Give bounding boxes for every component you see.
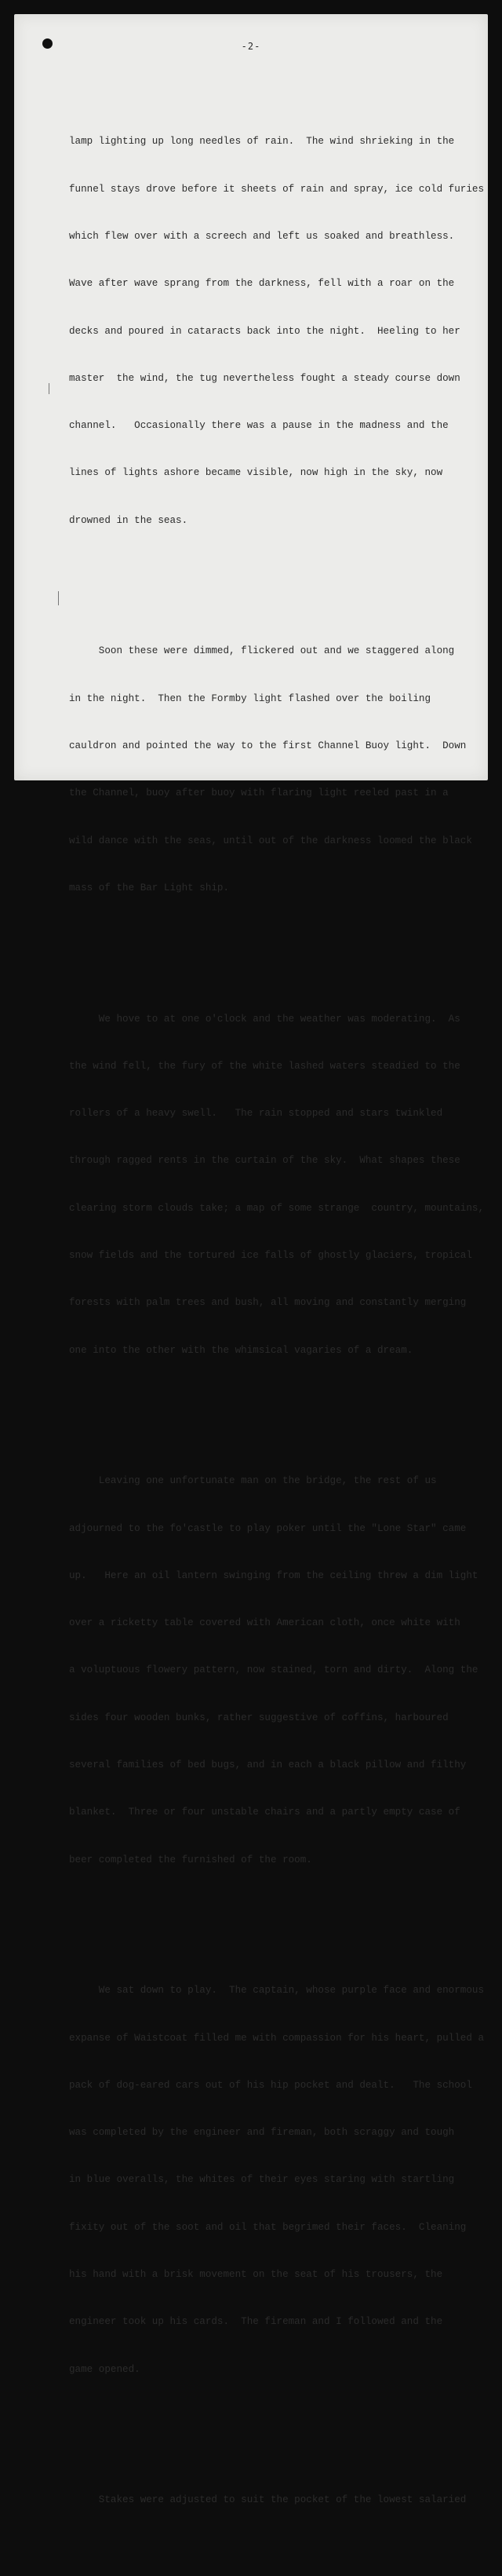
text-line: drowned in the seas. xyxy=(69,514,188,526)
text-line: funnel stays drove before it sheets of rain and spray, ice cold furies xyxy=(69,183,485,195)
text-line: mass of the Bar Light ship. xyxy=(69,882,230,893)
paragraph xyxy=(69,1441,493,1899)
text-line: over a ricketty table covered with American cloth, once white with xyxy=(69,1617,460,1629)
text-line: was completed by the engineer and fireman, both scraggy and tough xyxy=(69,2127,455,2139)
text-line: pack of dog-eared cars out of his hip pocket and dealt. The school xyxy=(69,2079,472,2091)
text-line: We sat down to play. The captain, whose purple face and enormous xyxy=(69,1985,485,1997)
text-line: up. Here an oil lantern swinging from the ceiling threw a dim light xyxy=(69,1569,478,1581)
document-page xyxy=(14,14,488,2506)
paragraph xyxy=(69,612,493,927)
text-line: We hove to at one o'clock and the weather was moderating. As xyxy=(69,1013,460,1025)
text-line: rollers of a heavy swell. The rain stopped and stars twinkled xyxy=(69,1108,443,1120)
body-text xyxy=(69,71,493,2576)
paragraph xyxy=(69,1951,493,2409)
text-line: channel. Occasionally there was a pause in the madness and the xyxy=(69,420,449,432)
text-line: Wave after wave sprang from the darkness, fell with a roar on the xyxy=(69,278,455,290)
text-line: Leaving one unfortunate man on the bridge, the rest of us xyxy=(69,1475,437,1487)
text-line: a voluptuous flowery pattern, now stained, torn and dirty. Along the xyxy=(69,1664,478,1676)
text-line: game opened. xyxy=(69,2363,140,2375)
text-line: in the night. Then the Formby light flashed over the boiling xyxy=(69,692,431,704)
text-line: his hand with a brisk movement on the seat of his trousers, the xyxy=(69,2268,443,2280)
margin-mark xyxy=(58,591,59,605)
text-line: expanse of Waistcoat filled me with compassion for his heart, pulled a xyxy=(69,2032,485,2044)
text-line: engineer took up his cards. The fireman and I followed and the xyxy=(69,2316,443,2328)
text-line: snow fields and the tortured ice falls of ghostly glaciers, tropical xyxy=(69,1249,472,1261)
text-line: fixity out of the soot and oil that begrimed their faces. Cleaning xyxy=(69,2221,467,2233)
text-line: blanket. Three or four unstable chairs and a partly empty case of xyxy=(69,1807,460,1818)
text-line: decks and poured in cataracts back into the night. Heeling to her xyxy=(69,325,460,337)
page-number: -2- xyxy=(241,41,261,52)
text-line: forests with palm trees and bush, all moving and constantly merging xyxy=(69,1297,467,1309)
text-line: adjourned to the fo'castle to play poker until the "Lone Star" came xyxy=(69,1522,467,1534)
text-line: several families of bed bugs, and in each a black pillow and filthy xyxy=(69,1759,467,1770)
text-line: which flew over with a screech and left us soaked and breathless. xyxy=(69,230,455,242)
text-line: sides four wooden bunks, rather suggestive of coffins, harboured xyxy=(69,1712,449,1723)
text-line: Stakes were adjusted to suit the pocket of the lowest salaried xyxy=(69,2494,467,2506)
text-line: Soon these were dimmed, flickered out and we staggered along xyxy=(69,645,455,657)
text-line: clearing storm clouds take; a map of some strange country, mountains, xyxy=(69,1202,485,1214)
text-line: the wind fell, the fury of the white lashed waters steadied to the xyxy=(69,1060,460,1072)
text-line: cauldron and pointed the way to the first Channel Buoy light. Down xyxy=(69,740,467,751)
paragraph xyxy=(69,979,493,1389)
text-line: master the wind, the tug nevertheless fought a steady course down xyxy=(69,372,460,384)
text-line: lamp lighting up long needles of rain. The wind shrieking in the xyxy=(69,136,455,148)
text-line: in blue overalls, the whites of their eyes staring with startling xyxy=(69,2174,455,2186)
text-line: beer completed the furnished of the room. xyxy=(69,1854,312,1865)
text-line: the Channel, buoy after buoy with flaring light reeled past in a xyxy=(69,787,449,799)
paragraph xyxy=(69,102,493,560)
paragraph xyxy=(69,2461,493,2539)
text-line: one into the other with the whimsical vagaries of a dream. xyxy=(69,1344,413,1356)
text-line: through ragged rents in the curtain of the sky. What shapes these xyxy=(69,1155,460,1167)
text-line: wild dance with the seas, until out of the darkness loomed the black xyxy=(69,835,472,846)
text-line: lines of lights ashore became visible, now high in the sky, now xyxy=(69,467,443,479)
